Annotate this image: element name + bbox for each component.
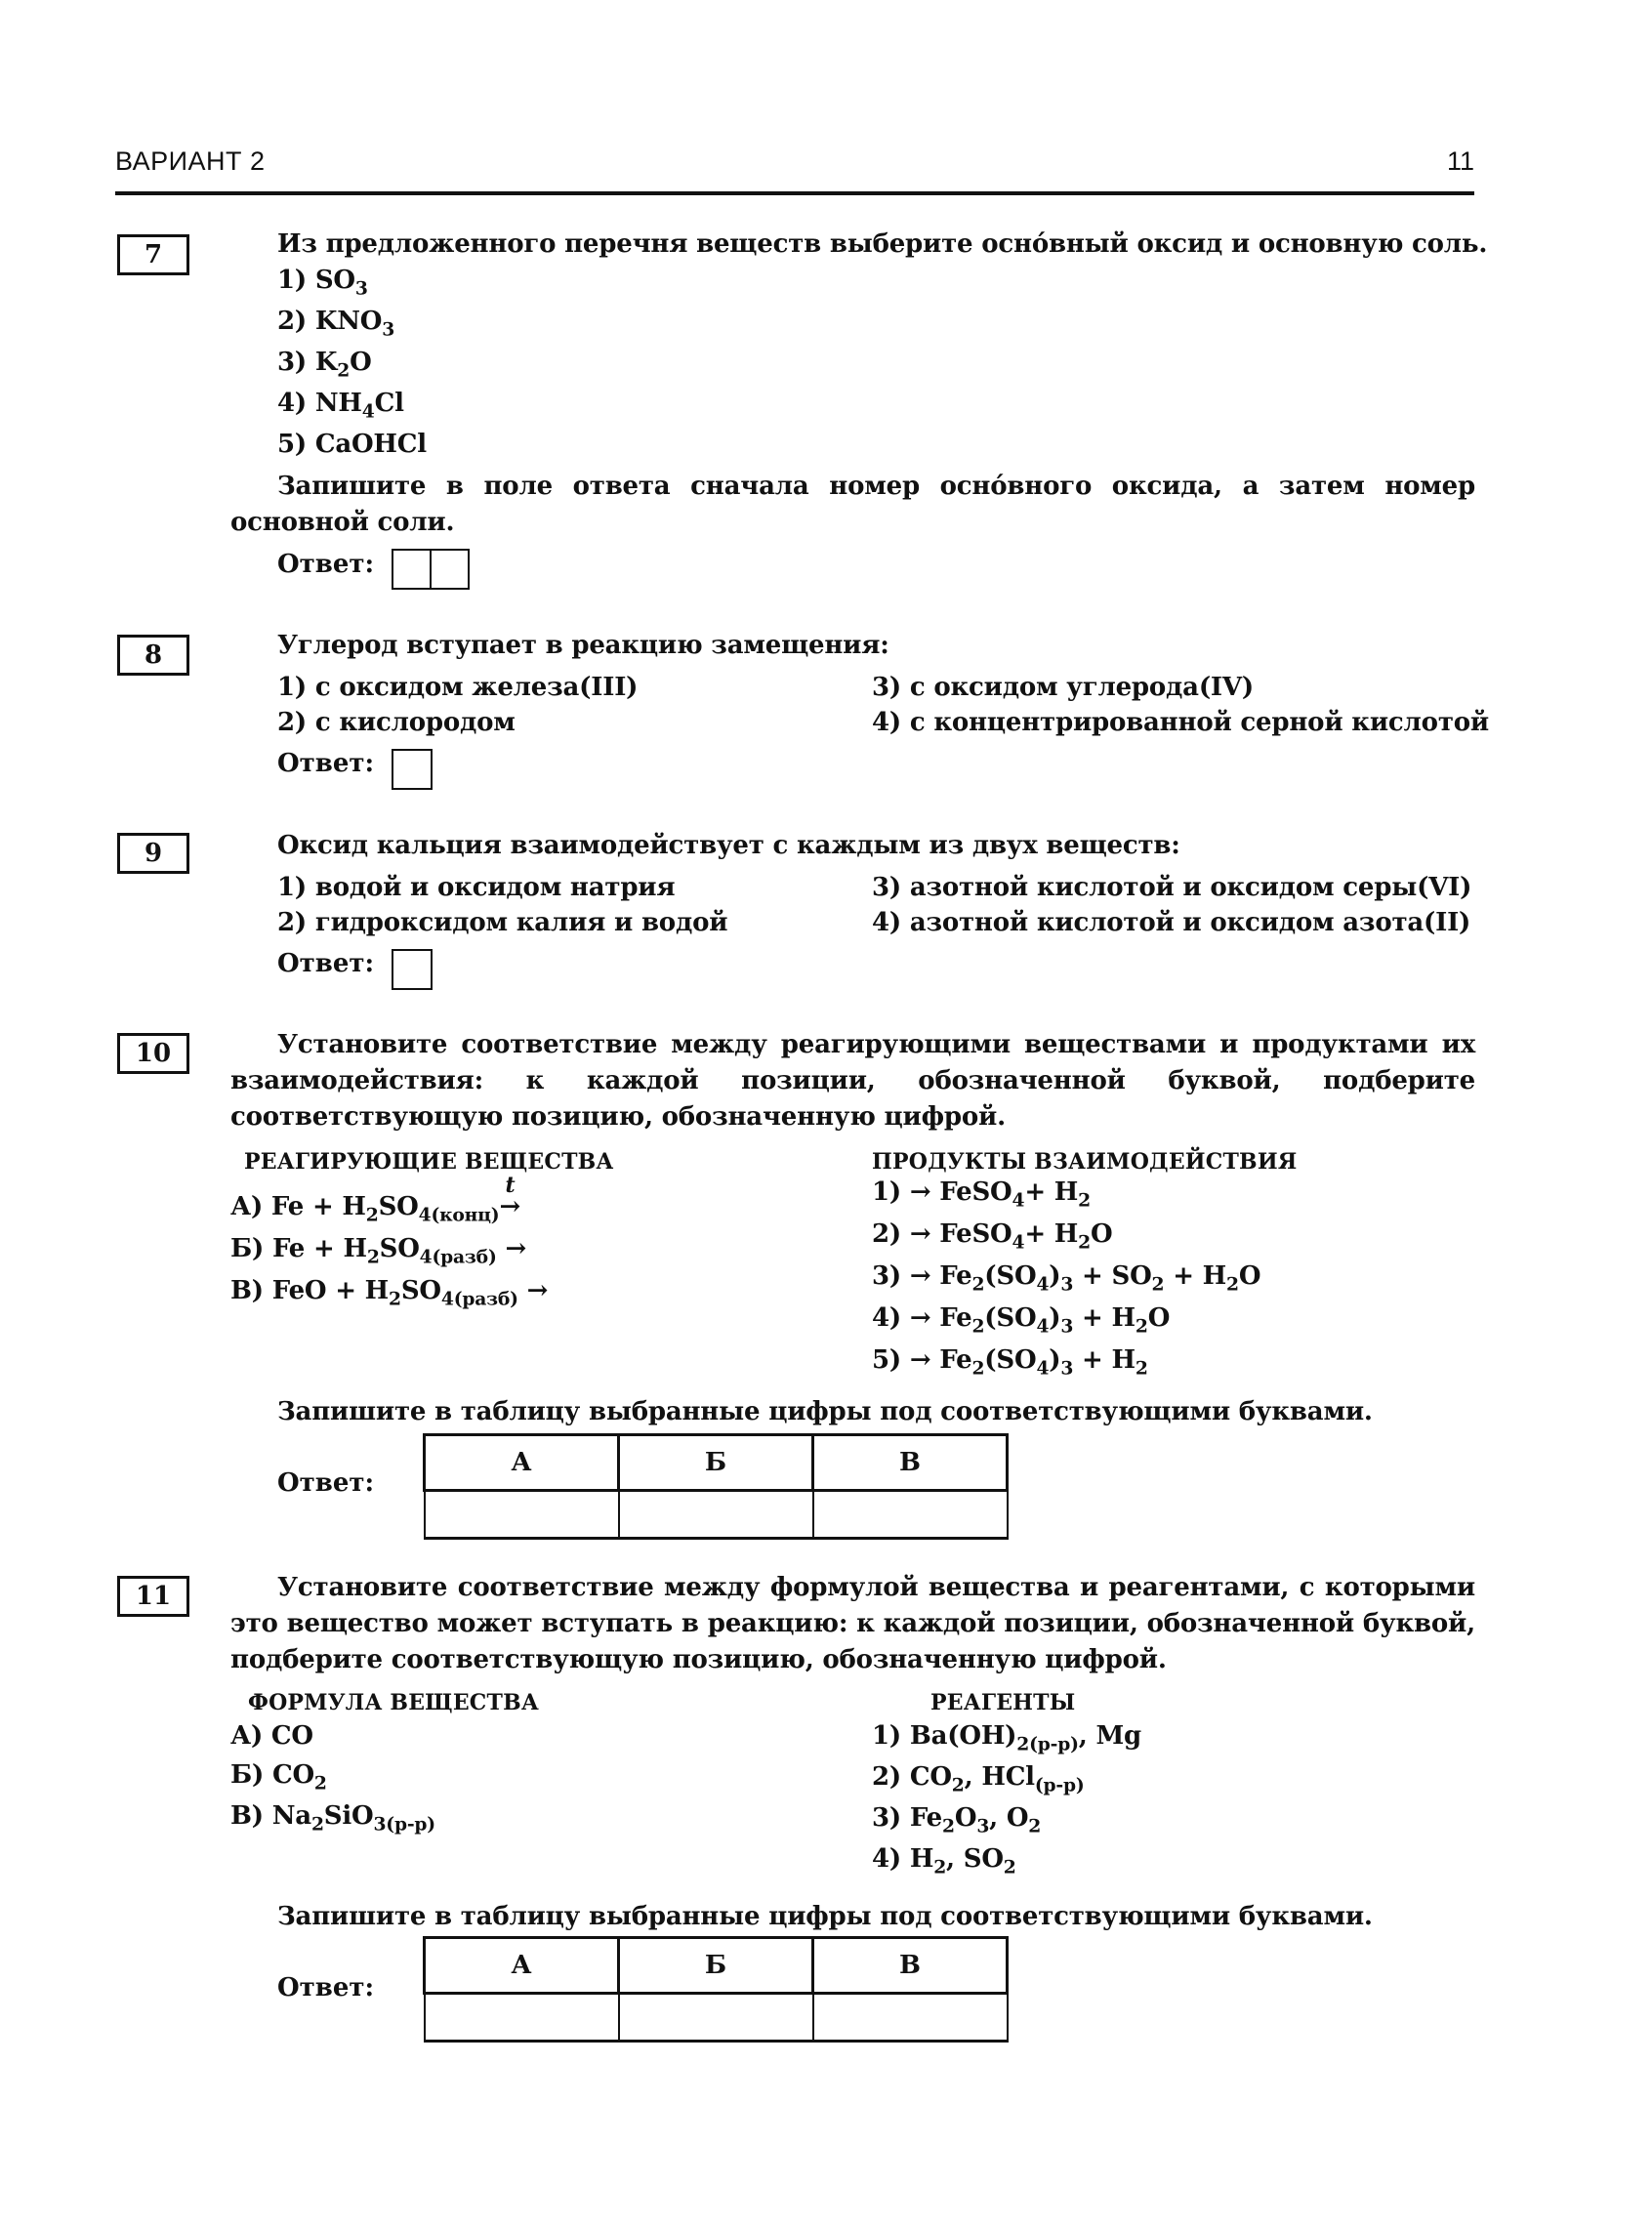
- question-text: Установите соответствие между формулой вещества и реагентами, с которыми это вещество может вступать в реакцию: к каждой позиции, обозначенной буквой, подберите соответствующую позицию, обозначенную цифрой.: [230, 1573, 1475, 1674]
- question-text: Из предложенного перечня веществ выберите осно́вный оксид и основную соль.: [277, 229, 1488, 259]
- answer-label: Ответ:: [277, 1468, 375, 1498]
- formula-b: Б) $CO_2$: [230, 1760, 327, 1795]
- reagent-4: 4) $H_2$, $SO_2$: [872, 1844, 1016, 1878]
- option-2: 2) с кислородом: [277, 708, 516, 737]
- answer-cell-1[interactable]: [393, 551, 430, 588]
- option-1: 1) водой и оксидом натрия: [277, 873, 676, 902]
- instruction-text: Запишите в поле ответа сначала номер осно́вного оксида, а затем номер основной соли.: [230, 472, 1475, 537]
- answer-cell-v[interactable]: [813, 1994, 1008, 2042]
- option-1: 1) с оксидом железа(III): [277, 673, 639, 702]
- instruction-text: Запишите в таблицу выбранные цифры под соответствующими буквами.: [277, 1397, 1373, 1426]
- option-5: 5) CaOHCl: [277, 430, 427, 459]
- product-5: $5) \to Fe_2(SO_4)_3 + H_2$: [872, 1345, 1148, 1380]
- answer-input-9[interactable]: [392, 949, 433, 990]
- answer-cell-a[interactable]: [425, 1994, 619, 2042]
- answer-input-7[interactable]: [392, 549, 470, 590]
- reagent-3: 3) $Fe_2O_3$, $O_2$: [872, 1803, 1042, 1837]
- reactant-a: А) $Fe + H_2SO_{4(конц)}$ t →: [230, 1173, 521, 1226]
- option-3: 3) $K_2O$: [277, 348, 372, 382]
- column-header-a: А: [425, 1435, 619, 1491]
- answer-cell-a[interactable]: [425, 1491, 619, 1539]
- task-number: 9: [117, 833, 189, 874]
- page-number: 11: [1446, 146, 1474, 176]
- reagent-1: 1) $Ba(OH)_{2(р-р)}$, Mg: [872, 1721, 1141, 1755]
- option-4: 4) азотной кислотой и оксидом азота(II): [872, 908, 1471, 937]
- answer-label: Ответ:: [277, 1973, 375, 2002]
- product-4: $4) \to Fe_2(SO_4)_3 + H_2O$: [872, 1303, 1171, 1338]
- right-column-header: РЕАГЕНТЫ: [930, 1690, 1076, 1715]
- page-header: [115, 144, 1474, 195]
- left-column-header: ФОРМУЛА ВЕЩЕСТВА: [248, 1690, 539, 1715]
- answer-table-10: [423, 1433, 1009, 1540]
- task-number: 11: [117, 1576, 189, 1617]
- answer-label: Ответ:: [277, 949, 375, 978]
- answer-cell-b[interactable]: [619, 1994, 813, 2042]
- answer-label: Ответ:: [277, 749, 375, 778]
- answer-input-8[interactable]: [392, 749, 433, 790]
- option-2: 2) гидроксидом калия и водой: [277, 908, 728, 937]
- option-4: 4) $NH_4Cl$: [277, 389, 404, 423]
- instruction-text: Запишите в таблицу выбранные цифры под соответствующими буквами.: [277, 1902, 1373, 1931]
- reactant-v: В) FeO + $H_2SO_{4(разб)}$ →: [230, 1276, 549, 1310]
- right-column-header: ПРОДУКТЫ ВЗАИМОДЕЙСТВИЯ: [872, 1149, 1298, 1175]
- answer-cell-v[interactable]: [813, 1491, 1008, 1539]
- product-3: $3) \to Fe_2(SO_4)_3 + SO_2 + H_2O$: [872, 1261, 1261, 1296]
- product-1: 1) → FeSO$_4$+ $H_2$: [872, 1177, 1091, 1212]
- task-number: 10: [117, 1033, 189, 1074]
- answer-cell-b[interactable]: [619, 1491, 813, 1539]
- answer-label: Ответ:: [277, 550, 375, 579]
- column-header-a: А: [425, 1938, 619, 1994]
- answer-cell-2[interactable]: [430, 551, 466, 588]
- question-text: Оксид кальция взаимодействует с каждым из двух веществ:: [277, 831, 1180, 860]
- answer-table-11: [423, 1936, 1009, 2043]
- option-3: 3) с оксидом углерода(IV): [872, 673, 1254, 702]
- question-text: Установите соответствие между реагирующими веществами и продуктами их взаимодействия: к каждой позиции, обозначенной буквой, подберите соответствующую позицию, обозначенную цифрой.: [230, 1030, 1475, 1132]
- formula-v: В) $Na_2SiO_{3(р-р)}$: [230, 1801, 435, 1836]
- column-header-b: Б: [619, 1435, 813, 1491]
- variant-title: ВАРИАНТ 2: [115, 146, 266, 176]
- column-header-v: В: [813, 1938, 1008, 1994]
- task-number: 7: [117, 234, 189, 275]
- reagent-2: 2) $CO_2$, HCl$_{(р-р)}$: [872, 1762, 1085, 1796]
- option-1: 1) $SO_3$: [277, 266, 368, 300]
- option-3: 3) азотной кислотой и оксидом серы(VI): [872, 873, 1472, 902]
- column-header-b: Б: [619, 1938, 813, 1994]
- option-4: 4) с концентрированной серной кислотой: [872, 708, 1489, 737]
- column-header-v: В: [813, 1435, 1008, 1491]
- task-number: 8: [117, 635, 189, 676]
- left-column-header: РЕАГИРУЮЩИЕ ВЕЩЕСТВА: [244, 1149, 614, 1175]
- formula-a: А) CO: [230, 1721, 313, 1751]
- option-2: 2) $KNO_3$: [277, 307, 395, 341]
- reactant-b: Б) $Fe + H_2SO_{4(разб)}$ →: [230, 1234, 527, 1268]
- product-2: 2) → FeSO$_4$+ $H_2O$: [872, 1219, 1113, 1254]
- question-text: Углерод вступает в реакцию замещения:: [277, 631, 889, 660]
